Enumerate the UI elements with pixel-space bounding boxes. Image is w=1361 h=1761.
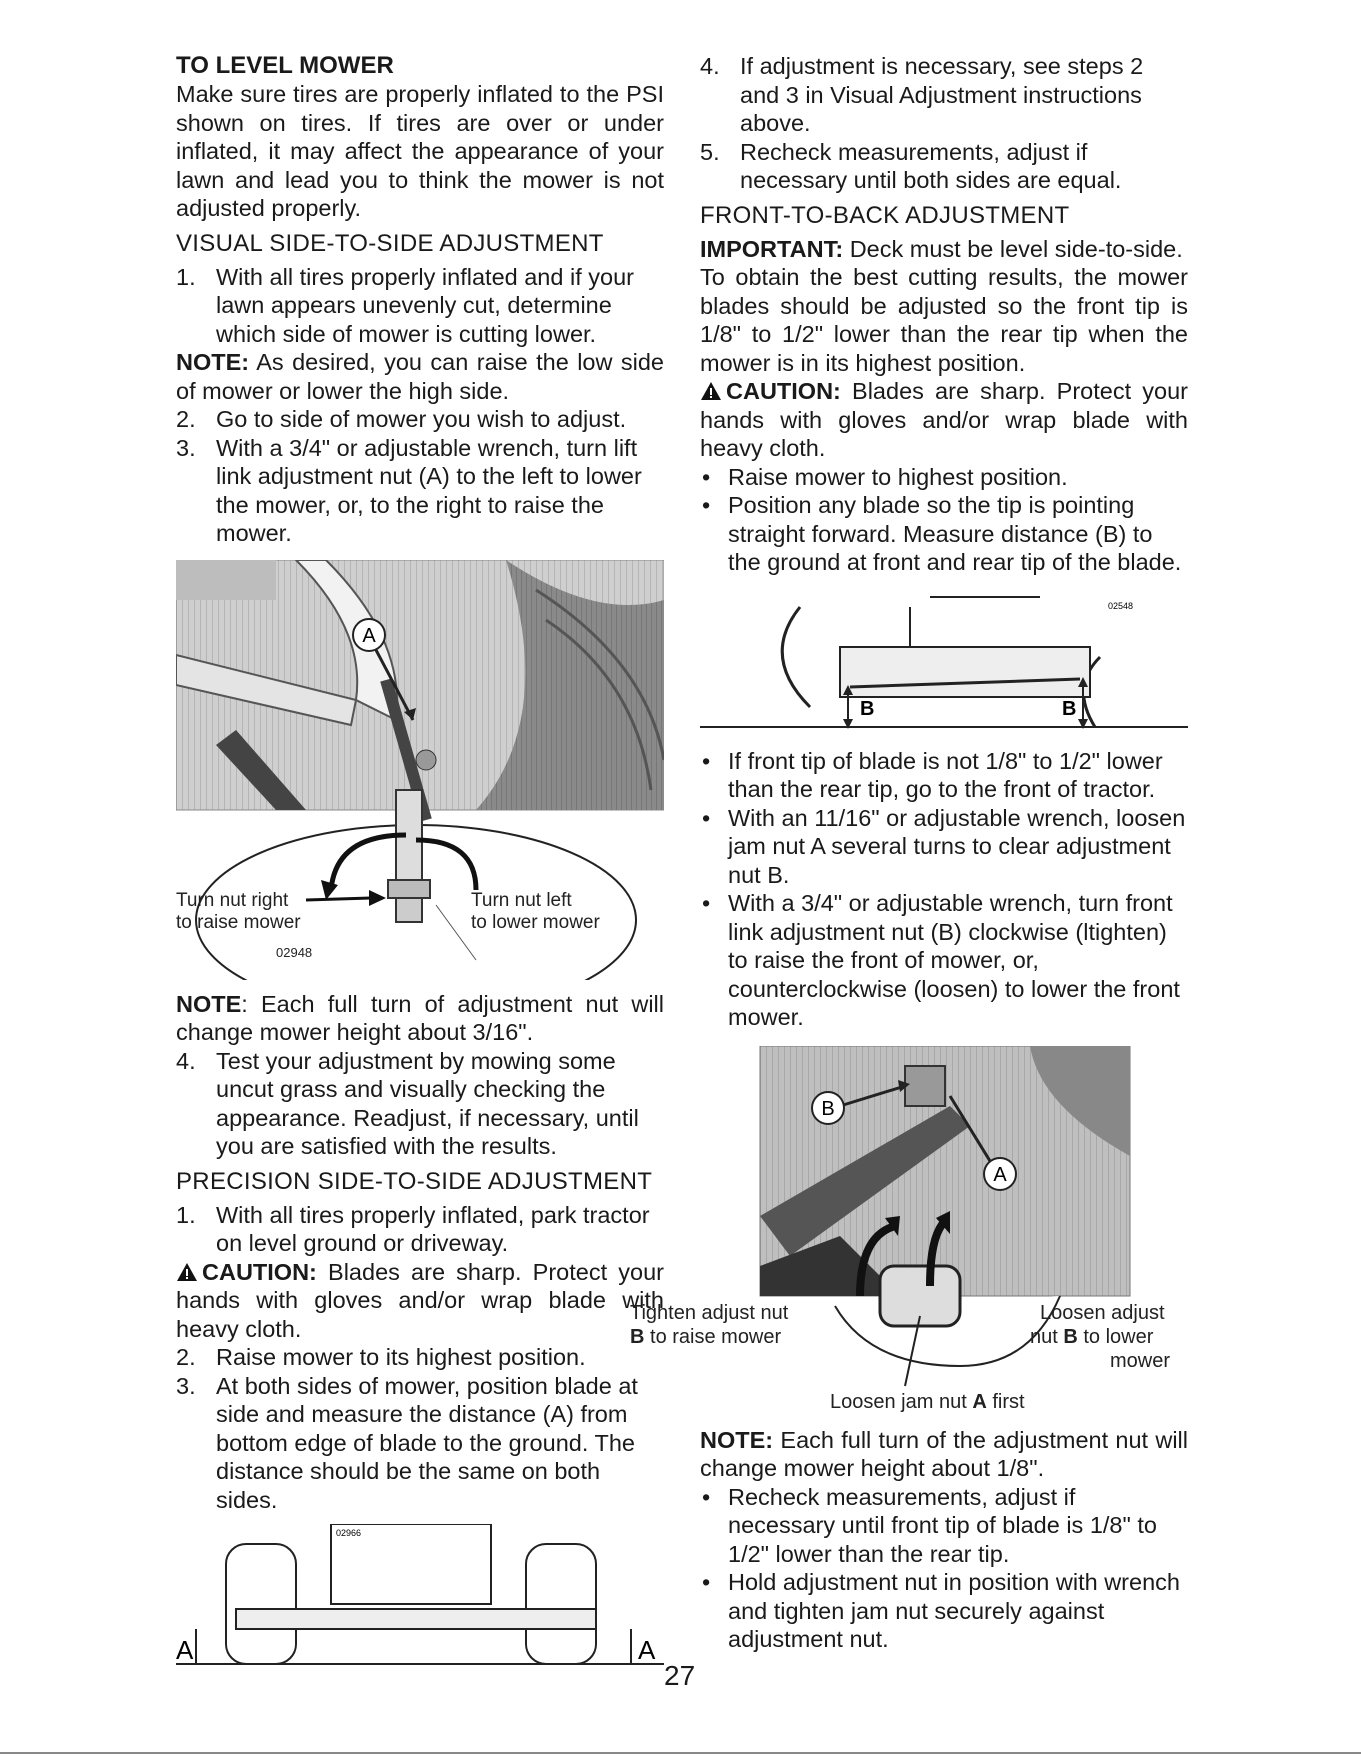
distance-a-right-label: A <box>638 1635 656 1665</box>
step-number: 5. <box>700 138 720 165</box>
step-number: 4. <box>176 1047 196 1074</box>
distance-b-right-label: B <box>1062 697 1077 720</box>
note-text: As desired, you can raise the low side of mower or lower the high side. <box>176 349 664 404</box>
step-text: With all tires properly inflated and if your lawn appears unevenly cut, determine which side of mower is cutting lower. <box>216 263 634 347</box>
right-column <box>630 52 1188 1654</box>
step-number: 1. <box>176 263 196 290</box>
list-item <box>700 747 1188 804</box>
step-text: If adjustment is necessary, see steps 2 and 3 in Visual Adjustment instructions above. <box>740 53 1144 136</box>
step-text: Recheck measurements, adjust if necessary until both sides are equal. <box>740 138 1122 193</box>
step-number: 3. <box>176 434 196 461</box>
warning-icon <box>176 1262 198 1282</box>
bullet-text: If front tip of blade is not 1/8" to 1/2" lower than the rear tip, go to the front of tractor. <box>728 747 1163 802</box>
section-title-level-mower: TO LEVEL MOWER <box>176 52 394 79</box>
step-text: Test your adjustment by mowing some uncut grass and visually checking the appearance. Readjust, if necessary, until you are satisfied with the results. <box>216 1047 639 1159</box>
note-paragraph <box>176 990 664 1047</box>
bullet: • <box>702 463 711 490</box>
list-item <box>176 1047 664 1161</box>
visual-adjustment-heading: VISUAL SIDE-TO-SIDE ADJUSTMENT <box>176 229 604 257</box>
list-item <box>700 889 1188 1032</box>
step-text: Go to side of mower you wish to adjust. <box>216 406 627 432</box>
step-text: With a 3/4" or adjustable wrench, turn lift link adjustment nut (A) to the left to lower the mower, or, to the right to raise the mower. <box>216 434 642 546</box>
list-item <box>700 138 1188 195</box>
caution-label: CAUTION: <box>202 1258 317 1285</box>
note-text: Each full turn of the adjustment nut will change mower height about 1/8". <box>700 1426 1188 1481</box>
caution-text: Blades are sharp. Protect your hands with gloves and/or wrap blade with heavy cloth. <box>700 378 1188 461</box>
note-text: : Each full turn of adjustment nut will change mower height about 3/16". <box>176 990 664 1045</box>
list-item <box>700 1483 1188 1569</box>
blade-measurement-illustration <box>700 587 1188 737</box>
caution-paragraph <box>700 377 1188 463</box>
step-number: 2. <box>176 1344 196 1370</box>
caption-mower: mower <box>1110 1349 1171 1372</box>
important-text: Deck must be level side-to-side. <box>843 235 1183 262</box>
front-to-back-heading: FRONT-TO-BACK ADJUSTMENT <box>700 201 1070 229</box>
caption-tighten-nut: Tighten adjust nut <box>630 1301 789 1324</box>
bullet: • <box>702 747 711 774</box>
note-label: NOTE: <box>176 349 250 375</box>
figure-lift-link-nut <box>176 560 664 980</box>
step-number: 4. <box>700 53 720 79</box>
step-number: 2. <box>176 406 196 432</box>
list-item <box>176 1343 664 1372</box>
step-text: With all tires properly inflated, park tractor on level ground or driveway. <box>216 1201 650 1256</box>
callout-a-label: A <box>362 624 376 647</box>
caption-lower-text: to lower <box>1077 1325 1154 1348</box>
bullet-text: Recheck measurements, adjust if necessary until front tip of blade is 1/8" to 1/2" lower than the rear tip. <box>728 1483 1157 1567</box>
distance-b-left-label: B <box>860 697 875 720</box>
left-column <box>176 52 664 1684</box>
caption-first-text: first <box>986 1390 1025 1413</box>
caption-turn-left: Turn nut left <box>471 889 572 911</box>
caption-raise-mower <box>630 1326 781 1348</box>
list-item <box>700 804 1188 890</box>
note-paragraph <box>176 348 664 405</box>
bullet: • <box>702 1483 711 1510</box>
bullet-text: With an 11/16" or adjustable wrench, loosen jam nut A several turns to clear adjustment nut B. <box>728 804 1186 888</box>
caption-nut-a: A <box>972 1390 987 1413</box>
callout-a-label: A <box>993 1163 1007 1186</box>
bullet-text: Raise mower to highest position. <box>728 463 1068 490</box>
caption-nut-b: B <box>1063 1325 1078 1348</box>
caption-lower-mower: to lower mower <box>471 911 600 933</box>
list-item <box>700 463 1188 492</box>
page-number: 27 <box>664 1660 696 1691</box>
caption-loosen-jam-nut <box>830 1391 1025 1413</box>
caption-raise-text: to raise mower <box>644 1325 782 1348</box>
important-label: IMPORTANT: <box>700 235 844 262</box>
note-label: NOTE: <box>700 1426 774 1453</box>
bullet: • <box>702 1569 711 1595</box>
list-item <box>176 263 664 349</box>
list-item <box>176 1372 664 1515</box>
list-item <box>176 434 664 548</box>
step-text: At both sides of mower, position blade at side and measure the distance (A) from bottom edge of blade to the ground. The distance should be the same on both sides. <box>216 1372 638 1513</box>
important-paragraph <box>700 235 1188 264</box>
step-text: Raise mower to its highest position. <box>216 1344 586 1370</box>
figure-deck-front-view <box>176 1524 664 1674</box>
figure-code: 02548 <box>1108 600 1134 611</box>
warning-icon <box>700 381 722 401</box>
caption-loosen-nut <box>1030 1326 1153 1348</box>
bullet: • <box>702 804 711 831</box>
note-label: NOTE <box>176 990 242 1017</box>
caption-loosen-adjust: Loosen adjust <box>1040 1301 1165 1324</box>
list-item <box>700 52 1188 138</box>
step-number: 1. <box>176 1201 196 1228</box>
note-paragraph <box>700 1426 1188 1483</box>
figure-blade-measurement <box>700 587 1188 737</box>
intro-paragraph: Make sure tires are properly inflated to the PSI shown on tires. If tires are over or under inflated, it may affect the appearance of your lawn and lead you to think the mower is not adjusted properly. <box>176 81 664 221</box>
precision-adjustment-heading: PRECISION SIDE-TO-SIDE ADJUSTMENT <box>176 1167 653 1195</box>
list-item <box>176 405 664 434</box>
bullet: • <box>702 890 711 916</box>
callout-b-label: B <box>821 1097 835 1120</box>
list-item <box>176 1201 664 1258</box>
caution-label: CAUTION: <box>726 378 841 404</box>
caution-text: Blades are sharp. Protect your hands with gloves and/or wrap blade with heavy cloth. <box>176 1258 664 1342</box>
caption-raise-mower: to raise mower <box>176 911 301 933</box>
distance-a-left-label: A <box>176 1635 194 1665</box>
figure-front-link-nut <box>630 1046 1188 1416</box>
caption-turn-right: Turn nut right <box>176 889 289 911</box>
list-item <box>700 1568 1188 1654</box>
caption-nut-text: nut <box>1030 1325 1064 1348</box>
list-item <box>700 491 1188 577</box>
ftb-intro-paragraph: To obtain the best cutting results, the mower blades should be adjusted so the front tip is 1/8" to 1/2" lower than the rear tip when the mower is in its highest position. <box>700 264 1188 376</box>
bullet: • <box>702 492 711 518</box>
bullet-text: Hold adjustment nut in position with wrench and tighten jam nut securely against adjustment nut. <box>728 1569 1180 1652</box>
caution-paragraph <box>176 1258 664 1344</box>
bottom-rule <box>0 1752 1361 1754</box>
caption-nut-b: B <box>630 1325 645 1348</box>
bullet-text: With a 3/4" or adjustable wrench, turn front link adjustment nut (B) clockwise (ltighten) to raise the front of mower, or, counterclockwise (loosen) to lower the front mower. <box>728 890 1180 1030</box>
figure-code: 02966 <box>336 1528 362 1538</box>
deck-front-illustration <box>176 1524 664 1674</box>
caption-jam-text: Loosen jam nut <box>830 1390 973 1413</box>
step-number: 3. <box>176 1372 196 1399</box>
bullet-text: Position any blade so the tip is pointing straight forward. Measure distance (B) to the ground at front and rear tip of the blade. <box>728 492 1182 575</box>
figure-code: 02948 <box>276 944 313 960</box>
